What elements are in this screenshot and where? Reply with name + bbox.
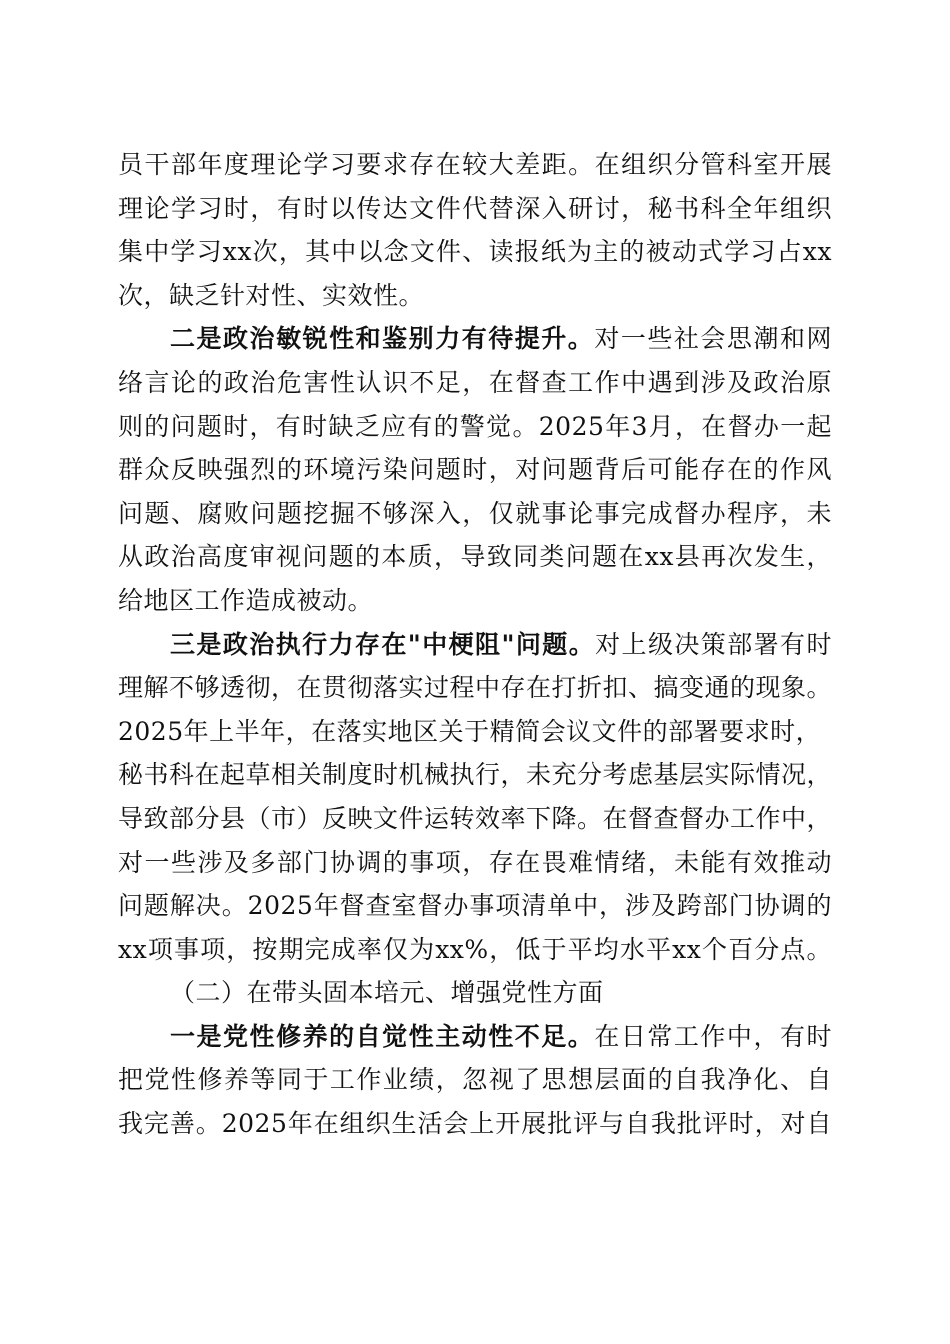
text-line: 我完善。2025年在组织生活会上开展批评与自我批评时，对自 — [118, 1109, 832, 1139]
text-line: 理论学习时，有时以传达文件代替深入研讨，秘书科全年组织 — [118, 193, 832, 223]
text-line: 次，缺乏针对性、实效性。 — [118, 280, 425, 310]
text-line: 对一些涉及多部门协调的事项，存在畏难情绪，未能有效推动 — [118, 847, 832, 877]
text-line: 集中学习xx次，其中以念文件、读报纸为主的被动式学习占xx — [118, 237, 832, 267]
paragraph-lead: 二是政治敏锐性和鉴别力有待提升。 — [170, 324, 595, 354]
paragraph-execution — [118, 623, 832, 972]
paragraph-text: 在日常工作中，有时 — [594, 1021, 832, 1051]
text-line: 把党性修养等同于工作业绩，忽视了思想层面的自我净化、自 — [118, 1065, 832, 1095]
paragraph-lead: 三是政治执行力存在"中梗阻"问题。 — [170, 629, 596, 659]
text-line: 问题解决。2025年督查室督办事项清单中，涉及跨部门协调的 — [118, 891, 832, 921]
paragraph-political-sensitivity — [118, 317, 832, 622]
section-heading: （二）在带头固本培元、增强党性方面 — [170, 978, 604, 1008]
text-line: 员干部年度理论学习要求存在较大差距。在组织分管科室开展 — [118, 150, 832, 179]
document-page — [118, 143, 832, 1146]
text-line: 秘书科在起草相关制度时机械执行，未充分考虑基层实际情况， — [118, 760, 833, 790]
text-line: 导致部分县（市）反映文件运转效率下降。在督查督办工作中， — [118, 803, 833, 833]
text-line: 络言论的政治危害性认识不足，在督查工作中遇到涉及政治原 — [118, 367, 832, 397]
paragraph-continuation — [118, 143, 832, 317]
text-line: 2025年上半年，在落实地区关于精简会议文件的部署要求时， — [118, 716, 822, 746]
text-line: 给地区工作造成被动。 — [118, 585, 374, 615]
text-line — [118, 623, 832, 667]
text-line: 问题、腐败问题挖掘不够深入，仅就事论事完成督办程序，未 — [118, 498, 832, 528]
text-line — [118, 1015, 832, 1059]
paragraph-party-spirit — [118, 1015, 832, 1146]
text-line — [118, 317, 832, 361]
text-line: 则的问题时，有时缺乏应有的警觉。2025年3月，在督办一起 — [118, 411, 832, 441]
text-line: 群众反映强烈的环境污染问题时，对问题背后可能存在的作风 — [118, 455, 832, 485]
paragraph-lead: 一是党性修养的自觉性主动性不足。 — [170, 1021, 595, 1051]
text-line: 理解不够透彻，在贯彻落实过程中存在打折扣、搞变通的现象。 — [118, 673, 833, 703]
paragraph-text: 对一些社会思潮和网 — [594, 324, 832, 354]
text-line: 从政治高度审视问题的本质，导致同类问题在xx县再次发生， — [118, 542, 832, 572]
text-line: xx项事项，按期完成率仅为xx%，低于平均水平xx个百分点。 — [118, 934, 832, 964]
paragraph-text: 对上级决策部署有时 — [595, 629, 832, 659]
